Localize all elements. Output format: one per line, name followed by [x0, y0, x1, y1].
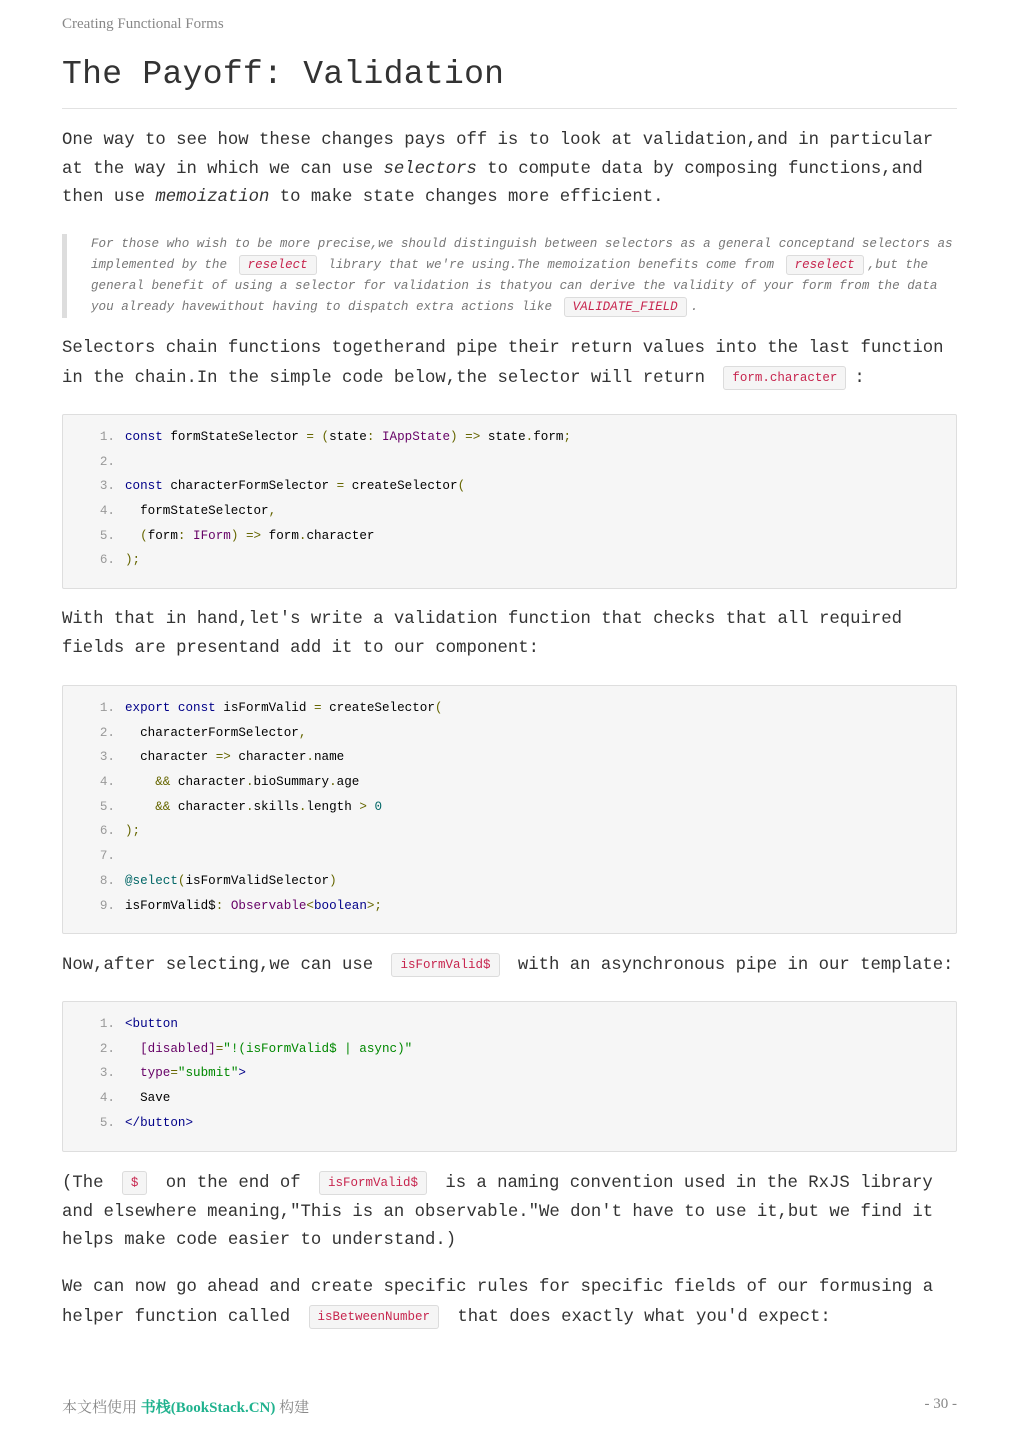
code-block-selectors	[62, 414, 957, 589]
inline-code-reselect: reselect	[786, 255, 864, 275]
code-line: 2. characterFormSelector,	[99, 725, 307, 740]
async-paragraph: Now,after selecting,we can use isFormValid$ with an asynchronous pipe in our template:	[62, 951, 957, 981]
code-line: 1. const formStateSelector = (state: IAppState) => state.form;	[99, 430, 571, 444]
footer-credit: 本文档使用 书栈(BookStack.CN) 构建	[62, 1400, 310, 1416]
code-line: 6. );	[99, 824, 141, 839]
inline-code-isbetweennumber: isBetweenNumber	[309, 1305, 440, 1329]
code-line: 1. export const isFormValid = createSelector(	[99, 701, 443, 715]
code-line: 6. );	[99, 553, 141, 568]
inline-code-dollar: $	[122, 1171, 148, 1195]
inline-code-form-character: form.character	[723, 366, 846, 390]
code-line: 4. && character.bioSummary.age	[99, 775, 360, 790]
selectors-paragraph: Selectors chain functions togetherand pipe their return values into the last function in the chain.In the simple code below,the selector will return form.character :	[62, 339, 944, 388]
code-line: 8. @select(isFormValidSelector)	[99, 873, 337, 888]
note-text: For those who wish to be more precise,we should distinguish between selectors as a general conceptand selectors as implemented by the reselect library that we're using.The memoization benefits come from reselect ,but the general benefit of using a selector for validation is thatyou can derive the validity of your form from the data you already havewithout having to dispatch extra actions like VALIDATE_FIELD .	[91, 234, 957, 318]
code-line: 4. Save	[99, 1091, 171, 1106]
code-line: 9. isFormValid$: Observable<boolean>;	[99, 898, 382, 913]
inline-code-reselect: reselect	[239, 255, 317, 275]
code-block-template	[62, 1001, 957, 1152]
inline-code-validate-field: VALIDATE_FIELD	[564, 297, 687, 317]
code-line: 4. formStateSelector,	[99, 504, 277, 519]
code-line: 5. && character.skills.length > 0	[99, 799, 383, 814]
code-block-validation	[62, 685, 957, 934]
validation-paragraph: With that in hand,let's write a validation function that checks that all required fields are presentand add it to our component:	[62, 610, 903, 658]
page-title: The Payoff: Validation	[62, 56, 505, 93]
code-line: 5. (form: IForm) => form.character	[99, 528, 375, 543]
page-number: - 30 -	[924, 1396, 957, 1412]
rules-paragraph: We can now go ahead and create specific rules for specific fields of our formusing a helper function called isBetweenNumber that does exactly what you'd expect:	[62, 1278, 934, 1327]
naming-convention-paragraph: (The $ on the end of isFormValid$ is a naming convention used in the RxJS library and elsewhere meaning,"This is an observable."We don't have to use it,but we find it helps make code easier to understand.)	[62, 1169, 957, 1256]
code-line: 2.	[99, 454, 115, 469]
note-blockquote	[62, 234, 957, 318]
code-line: 7.	[99, 849, 115, 864]
memoization-term: memoization	[155, 188, 270, 207]
title-divider	[62, 108, 957, 109]
code-line: 3. type="submit">	[99, 1066, 246, 1081]
inline-code-isformvalid: isFormValid$	[319, 1171, 427, 1195]
code-line: 3. character => character.name	[99, 750, 345, 765]
code-line: 2. [disabled]="!(isFormValid$ | async)"	[99, 1041, 413, 1056]
intro-paragraph: One way to see how these changes pays off is to look at validation,and in particular at the way in which we can use selectors to compute data by composing functions,and then use memoization to make state changes more efficient.	[62, 131, 934, 207]
code-line: 1. <button	[99, 1017, 178, 1031]
footer-brand-link[interactable]: 书栈(BookStack.CN)	[140, 1400, 276, 1416]
inline-code-isformvalid: isFormValid$	[391, 953, 499, 977]
selectors-term: selectors	[383, 159, 477, 179]
running-header: Creating Functional Forms	[62, 16, 224, 32]
code-line: 3. const characterFormSelector = createSelector(	[99, 479, 466, 494]
code-line: 5. </button>	[99, 1115, 194, 1130]
